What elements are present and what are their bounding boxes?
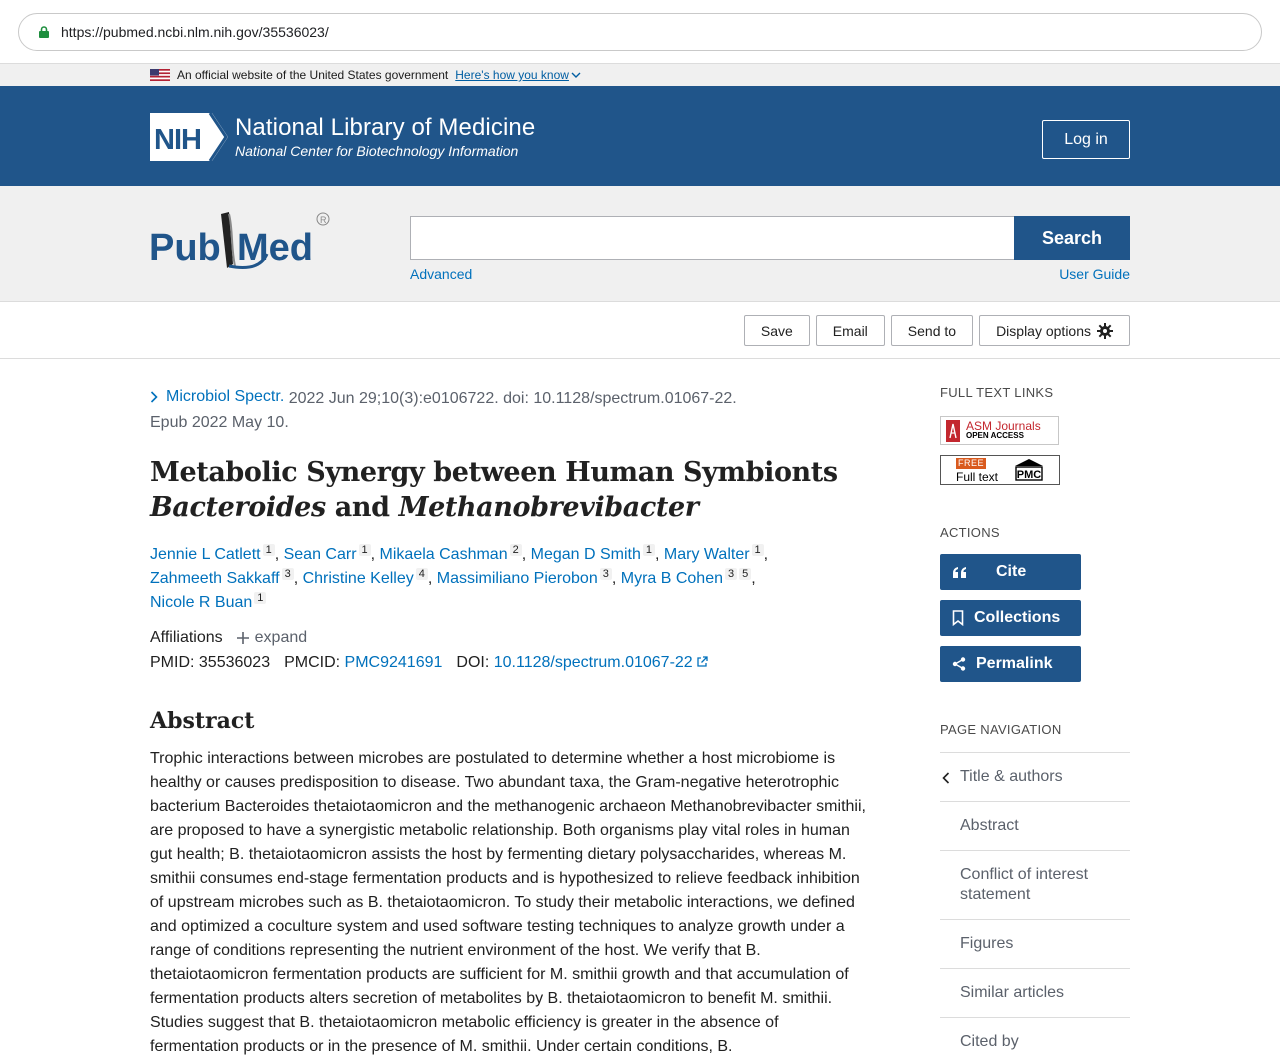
pmc-logo-icon — [1013, 458, 1045, 487]
title-italic-methanobrevibacter: Methanobrevibacter — [398, 492, 699, 523]
gov-banner-text: An official website of the United States government — [177, 68, 449, 82]
doi-link[interactable] — [494, 654, 708, 672]
title-part: Metabolic Synergy between Human Symbionts — [150, 457, 838, 488]
log-in-button[interactable]: Log in — [1042, 120, 1130, 159]
permalink-button[interactable] — [940, 646, 1081, 682]
article-title — [150, 455, 870, 525]
page-nav-label: Title & authors — [960, 768, 1063, 785]
page-nav-label: Figures — [960, 935, 1014, 952]
affiliation-number[interactable]: 1 — [359, 544, 371, 556]
main-content — [0, 359, 1280, 1064]
page-nav-item[interactable] — [940, 969, 1130, 1018]
abstract-heading: Abstract — [150, 708, 255, 734]
cite-label: Cite — [996, 563, 1027, 580]
author-link[interactable]: Massimiliano Pierobon — [436, 570, 598, 587]
affiliation-number[interactable]: 1 — [254, 592, 266, 604]
author-link[interactable]: Christine Kelley — [302, 570, 414, 587]
permalink-label: Permalink — [976, 655, 1053, 672]
journal-name: Microbiol Spectr. — [166, 388, 285, 405]
affiliation-number[interactable]: 4 — [416, 568, 428, 580]
page-nav-item[interactable] — [940, 851, 1130, 920]
nih-logo[interactable] — [150, 113, 535, 161]
title-italic-bacteroides: Bacteroides — [150, 492, 326, 523]
actions-heading: ACTIONS — [940, 525, 1000, 540]
send-to-button[interactable]: Send to — [891, 315, 973, 346]
affiliation-number[interactable]: 5 — [739, 568, 751, 580]
external-link-icon — [696, 656, 708, 668]
page-nav-label: Cited by — [960, 1033, 1019, 1050]
pmc-free-label: FREE — [958, 458, 985, 468]
author-link[interactable]: Sean Carr — [283, 546, 357, 563]
share-icon — [952, 657, 966, 671]
save-button[interactable]: Save — [744, 315, 810, 346]
nih-header — [0, 86, 1280, 186]
asm-logo-icon — [946, 420, 960, 442]
affiliation-number[interactable]: 1 — [643, 544, 655, 556]
citation-details: 2022 Jun 29;10(3):e0106722. doi: 10.1128/spectrum.01067-22. — [284, 390, 737, 407]
pmid-label: PMID: — [150, 654, 195, 671]
citation-epub: Epub 2022 May 10. — [150, 414, 289, 431]
asm-name: ASM Journals — [966, 418, 1041, 433]
full-text-links-heading: FULL TEXT LINKS — [940, 385, 1054, 400]
page-navigation — [940, 752, 1130, 1064]
search-button[interactable]: Search — [1014, 216, 1130, 260]
page-nav-label: Conflict of interest statement — [960, 866, 1089, 903]
pmc-full-text-label: Full text — [956, 470, 999, 484]
heres-how-you-know-link[interactable] — [455, 68, 581, 82]
us-flag-icon — [150, 69, 170, 81]
affiliation-number[interactable]: 3 — [725, 568, 737, 580]
chevron-down-icon — [571, 71, 581, 79]
page-nav-item[interactable] — [940, 802, 1130, 851]
nih-logo-icon — [150, 113, 228, 161]
email-button[interactable]: Email — [816, 315, 885, 346]
author-link[interactable]: Mary Walter — [663, 546, 750, 563]
asm-journals-link[interactable] — [940, 416, 1059, 445]
nih-subtitle: National Center for Biotechnology Information — [235, 143, 519, 159]
pmcid-link[interactable]: PMC9241691 — [344, 654, 443, 671]
collections-button[interactable] — [940, 600, 1081, 636]
gov-banner — [0, 63, 1280, 86]
sidebar — [940, 385, 1130, 1064]
page-nav-label: Abstract — [960, 817, 1019, 834]
cite-button[interactable] — [940, 554, 1081, 590]
gear-icon — [1097, 323, 1113, 339]
display-options-label: Display options — [996, 322, 1091, 339]
affiliation-number[interactable]: 2 — [510, 544, 522, 556]
page-navigation-heading: PAGE NAVIGATION — [940, 722, 1062, 737]
doi-value: 10.1128/spectrum.01067-22 — [493, 654, 693, 671]
browser-bar — [0, 0, 1280, 63]
lock-icon — [39, 26, 49, 38]
nih-title: National Library of Medicine — [235, 114, 536, 141]
identifiers-row — [150, 654, 870, 672]
author-link[interactable]: Mikaela Cashman — [379, 546, 508, 563]
bookmark-icon — [952, 610, 964, 626]
journal-link[interactable] — [150, 385, 284, 409]
chevron-right-icon — [150, 391, 158, 403]
author-list: Jennie L Catlett 1 , Sean Carr 1 , Mikaela Cashman 2 , Megan D Smith 1 , Mary Walter 1 , Zahmeeth Sakkaff 3 , Christine Kelley 4 , Massimiliano Pierobon 3 , Myra B Cohen 3 5 , Nicole R Buan 1 — [150, 544, 769, 611]
advanced-search-link[interactable]: Advanced — [410, 266, 473, 282]
page-nav-item[interactable] — [940, 1018, 1130, 1064]
pmc-free-full-text-link[interactable] — [940, 455, 1060, 485]
collections-label: Collections — [974, 609, 1061, 626]
url-text: https://pubmed.ncbi.nlm.nih.gov/35536023/ — [61, 24, 329, 40]
affiliation-number[interactable]: 3 — [600, 568, 612, 580]
author-link[interactable]: Jennie L Catlett — [150, 546, 261, 563]
svg-text:NIH: NIH — [154, 124, 201, 156]
page-nav-label: Similar articles — [960, 984, 1065, 1001]
title-and: and — [325, 492, 399, 523]
pmc-mark-text: PMC — [1016, 469, 1042, 481]
chevron-left-icon — [942, 772, 950, 784]
page-nav-item[interactable] — [940, 753, 1130, 802]
expand-label: expand — [254, 629, 308, 646]
author-link[interactable]: Megan D Smith — [530, 546, 641, 563]
affiliation-number[interactable]: 1 — [752, 544, 764, 556]
user-guide-link[interactable]: User Guide — [1059, 266, 1130, 282]
author-link[interactable]: Zahmeeth Sakkaff — [150, 570, 280, 587]
doi-label: DOI: — [456, 654, 490, 671]
pmcid-label: PMCID: — [284, 654, 341, 671]
asm-open-access: OPEN ACCESS — [966, 430, 1024, 440]
display-options-button[interactable] — [979, 315, 1130, 346]
article-toolbar — [0, 302, 1280, 359]
svg-text:Pub: Pub — [149, 227, 221, 269]
svg-text:Med: Med — [237, 227, 313, 269]
affiliation-number[interactable]: 3 — [282, 568, 294, 580]
page-nav-item[interactable] — [940, 920, 1130, 969]
citation — [150, 385, 870, 435]
heres-how-you-know-label: Here's how you know — [455, 68, 569, 82]
quote-icon — [952, 566, 968, 578]
pubmed-logo[interactable] — [149, 208, 339, 274]
author-link[interactable]: Myra B Cohen — [620, 570, 723, 587]
affiliations-label: Affiliations — [150, 629, 223, 646]
author-link[interactable]: Nicole R Buan — [150, 594, 253, 611]
expand-affiliations-button[interactable] — [237, 629, 308, 647]
affiliations-row — [150, 629, 870, 647]
abstract-text: Trophic interactions between microbes are postulated to determine whether a host microbiome is healthy or causes predisposition to disease. Two abundant taxa, the Gram-negative heterotrophic bacterium Bacteroides thetaiotaomicron and the methanogenic archaeon Methanobrevibacter smithii, are proposed to have a synergistic metabolic relationship. Both organisms play vital roles in human gut health; B. thetaiotaomicron assists the host by fermenting dietary polysaccharides, whereas M. smithii consumes end-stage fermentation products and is hypothesized to relieve feedback inhibition of upstream microbes such as B. thetaiotaomicron. To study their metabolic interactions, we defined and optimized a coculture system and used software testing techniques to analyze growth under a range of conditions representing the nutrient environment of the host. We verify that B. thetaiotaomicron fermentation products are sufficient for M. smithii growth and that accumulation of fermentation products alters secretion of metabolites by B. thetaiotaomicron to benefit M. smithii. Studies suggest that B. thetaiotaomicron metabolic efficiency is greater in the absence of fermentation products or in the presence of M. smithii. Under certain conditions, B. — [150, 750, 866, 1055]
svg-text:R: R — [320, 215, 327, 225]
affiliation-number[interactable]: 1 — [263, 544, 275, 556]
url-bar[interactable] — [18, 13, 1262, 51]
plus-icon — [237, 632, 249, 644]
pmid-value: 35536023 — [198, 654, 271, 671]
search-input[interactable] — [410, 216, 1015, 260]
article — [150, 385, 870, 1059]
search-area — [0, 186, 1280, 302]
